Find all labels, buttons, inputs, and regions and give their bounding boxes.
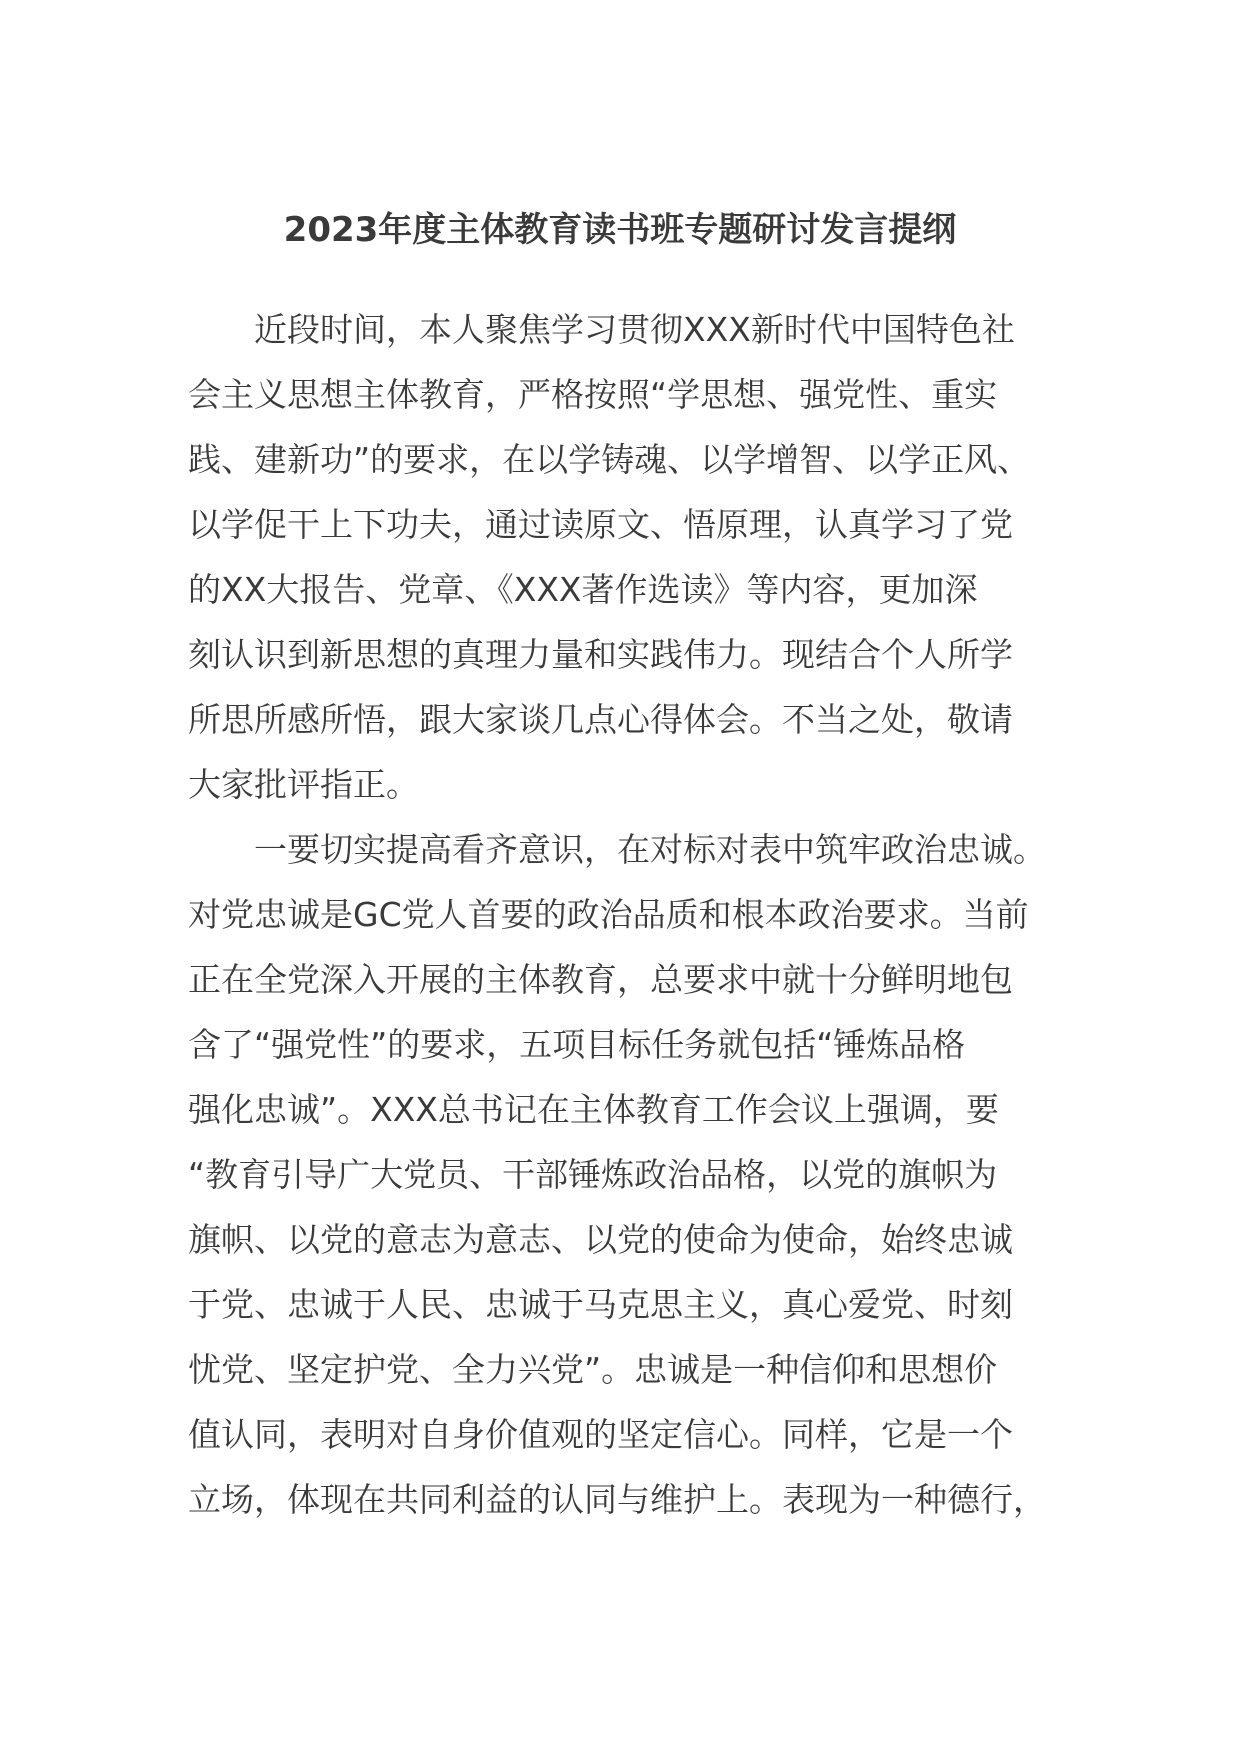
document-title: 2023年度主体教育读书班专题研讨发言提纲: [283, 210, 957, 250]
paragraph-1-line: 近段时间，本人聚焦学习贯彻XXX新时代中国特色社: [254, 310, 1015, 349]
paragraph-2-line: 于党、忠诚于人民、忠诚于马克思主义，真心爱党、时刻: [188, 1285, 1013, 1324]
paragraph-1-line: 所思所感所悟，跟大家谈几点心得体会。不当之处，敬请: [188, 700, 1013, 739]
paragraph-2-line: 立场，体现在共同利益的认同与维护上。表现为一种德行，: [188, 1480, 1046, 1519]
paragraph-1-line: 的XX大报告、党章、《XXX著作选读》等内容，更加深: [188, 570, 978, 609]
paragraph-1-line: 刻认识到新思想的真理力量和实践伟力。现结合个人所学: [188, 635, 1013, 674]
document-body: [188, 297, 1068, 1532]
paragraph-2-line: 正在全党深入开展的主体教育，总要求中就十分鲜明地包: [188, 960, 1013, 999]
paragraph-2-line: 值认同，表明对自身价值观的坚定信心。同样，它是一个: [188, 1415, 1013, 1454]
paragraph-2-line: 含了“强党性”的要求，五项目标任务就包括“锤炼品格: [188, 1025, 966, 1064]
paragraph-2-line: 对党忠诚是GC党人首要的政治品质和根本政治要求。当前: [188, 895, 1029, 934]
paragraph-2-line: 一要切实提高看齐意识，在对标对表中筑牢政治忠诚。: [254, 830, 1046, 869]
paragraph-2-line: 旗帜、以党的意志为意志、以党的使命为使命，始终忠诚: [188, 1220, 1013, 1259]
paragraph-1-line: 以学促干上下功夫，通过读原文、悟原理，认真学习了党: [188, 505, 1013, 544]
paragraph-2-line: 强化忠诚”。XXX总书记在主体教育工作会议上强调，要: [188, 1090, 999, 1129]
paragraph-2-line: 忧党、坚定护党、全力兴党”。忠诚是一种信仰和思想价: [188, 1350, 998, 1389]
paragraph-2-line: “教育引导广大党员、干部锤炼政治品格，以党的旗帜为: [188, 1155, 998, 1194]
paragraph-1-line: 大家批评指正。: [188, 765, 419, 804]
paragraph-1-line: 践、建新功”的要求，在以学铸魂、以学增智、以学正风、: [188, 440, 1031, 479]
paragraph-1-line: 会主义思想主体教育，严格按照“学思想、强党性、重实: [188, 375, 998, 414]
